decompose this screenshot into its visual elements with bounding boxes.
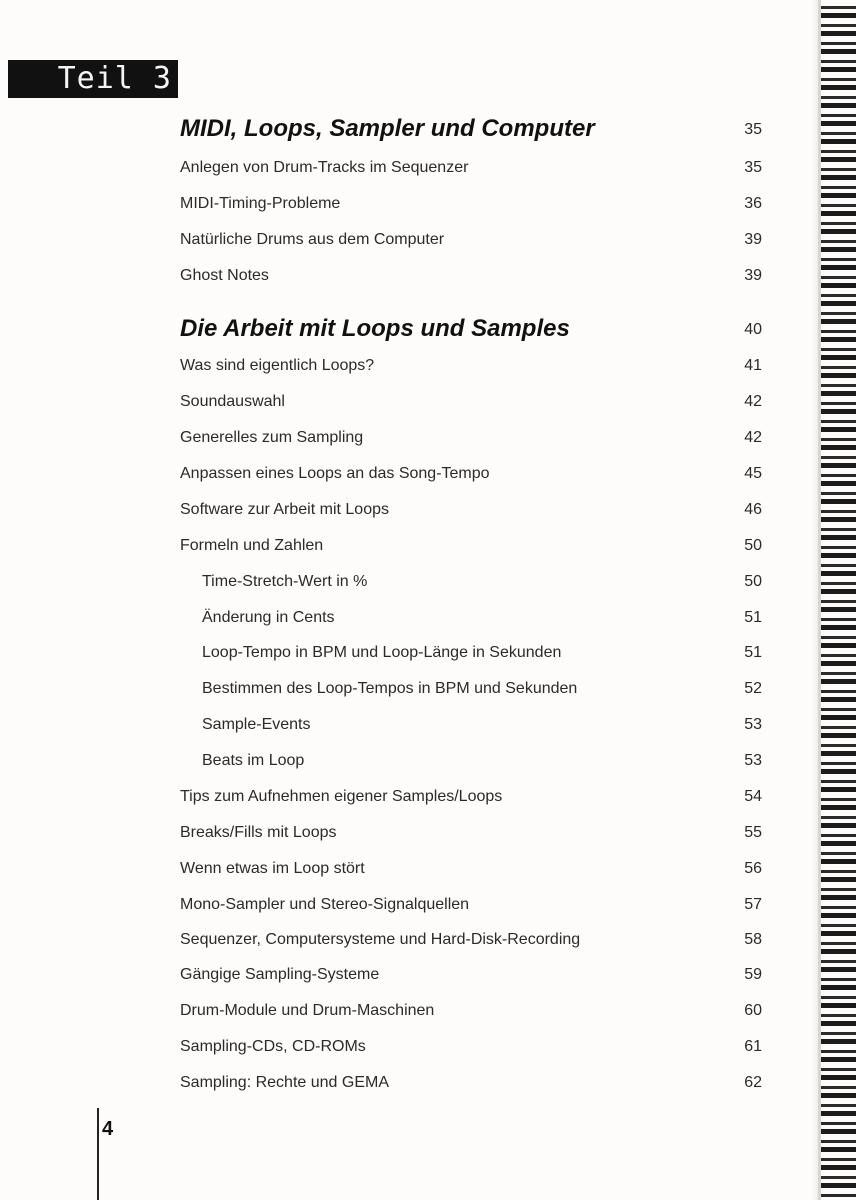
page-number: 4 [102, 1118, 114, 1140]
toc-entry-title: Beats im Loop [202, 752, 305, 769]
toc-entry [0, 785, 780, 815]
toc-entry-title: Soundauswahl [180, 393, 285, 410]
toc-entry-title: Bestimmen des Loop-Tempos in BPM und Sekunden [202, 680, 578, 697]
spiral-binding [818, 0, 856, 1200]
toc-entry-page: 41 [744, 357, 762, 374]
toc-entry [0, 390, 780, 420]
toc-entry-title: Sample-Events [202, 716, 311, 733]
toc-entry [0, 570, 780, 600]
toc-entry-page: 59 [744, 966, 762, 983]
toc-entry-page: 35 [744, 159, 762, 176]
toc-entry-page: 50 [744, 537, 762, 554]
toc-entry-title: Ghost Notes [180, 267, 269, 284]
toc-entry-title: Mono-Sampler und Stereo-Signalquellen [180, 896, 470, 913]
toc-entry-page: 62 [744, 1074, 762, 1091]
toc-entry-page: 45 [744, 465, 762, 482]
toc-entry [0, 1035, 780, 1065]
toc-entry-page: 51 [744, 609, 762, 626]
toc-entry-title: Änderung in Cents [202, 609, 335, 626]
toc-entry-title: Formeln und Zahlen [180, 537, 324, 554]
toc-entry [0, 713, 780, 743]
toc-entry-page: 53 [744, 752, 762, 769]
toc-entry-page: 35 [744, 121, 762, 138]
toc-entry [0, 821, 780, 851]
toc-section-heading [0, 115, 780, 148]
toc-entry [0, 893, 780, 923]
toc-entry-title: Gängige Sampling-Systeme [180, 966, 380, 983]
toc-entry-title: Sampling: Rechte und GEMA [180, 1074, 389, 1091]
toc-entry-title: Time-Stretch-Wert in % [202, 573, 368, 590]
toc-entry-title: Breaks/Fills mit Loops [180, 824, 337, 841]
toc-entry [0, 498, 780, 528]
toc-entry-title: Generelles zum Sampling [180, 429, 364, 446]
toc-entry-title: Anpassen eines Loops an das Song-Tempo [180, 465, 490, 482]
toc-entry-title: MIDI, Loops, Sampler und Computer [180, 115, 595, 142]
toc-entry-title: MIDI-Timing-Probleme [180, 195, 341, 212]
toc-entry-page: 53 [744, 716, 762, 733]
toc-entry [0, 928, 780, 958]
toc-entry [0, 749, 780, 779]
toc-entry [0, 264, 780, 294]
toc-entry-page: 54 [744, 788, 762, 805]
toc-entry-title: Sequenzer, Computersysteme und Hard-Disk-Recording [180, 931, 581, 948]
toc-entry [0, 999, 780, 1029]
toc-entry-page: 40 [744, 321, 762, 338]
toc-entry-page: 58 [744, 931, 762, 948]
toc-entry-page: 46 [744, 501, 762, 518]
toc-entry-page: 42 [744, 429, 762, 446]
toc-entry [0, 534, 780, 564]
toc-entry [0, 857, 780, 887]
toc-entry-title: Software zur Arbeit mit Loops [180, 501, 389, 518]
toc-entry [0, 1071, 780, 1101]
toc-entry-title: Loop-Tempo in BPM und Loop-Länge in Sekunden [202, 644, 562, 661]
toc-entry-page: 56 [744, 860, 762, 877]
toc-entry-title: Tips zum Aufnehmen eigener Samples/Loops [180, 788, 503, 805]
toc-entry-page: 61 [744, 1038, 762, 1055]
toc-entry-title: Die Arbeit mit Loops und Samples [180, 315, 570, 342]
toc-entry-page: 55 [744, 824, 762, 841]
toc-entry [0, 641, 780, 671]
toc-entry-title: Was sind eigentlich Loops? [180, 357, 375, 374]
margin-rule [97, 1108, 99, 1200]
toc-entry [0, 963, 780, 993]
toc-entry [0, 462, 780, 492]
toc-entry [0, 354, 780, 384]
toc-entry-title: Natürliche Drums aus dem Computer [180, 231, 445, 248]
toc-entry-page: 36 [744, 195, 762, 212]
toc-entry-title: Sampling-CDs, CD-ROMs [180, 1038, 366, 1055]
toc-entry-page: 52 [744, 680, 762, 697]
toc-entry [0, 228, 780, 258]
toc-entry-page: 60 [744, 1002, 762, 1019]
part-label: Teil 3 [57, 61, 172, 96]
toc-entry [0, 426, 780, 456]
toc-entry-title: Anlegen von Drum-Tracks im Sequenzer [180, 159, 469, 176]
toc-entry-title: Wenn etwas im Loop stört [180, 860, 365, 877]
toc-entry [0, 677, 780, 707]
toc-section-heading [0, 315, 780, 348]
toc-entry [0, 606, 780, 636]
toc-entry-page: 50 [744, 573, 762, 590]
toc-entry-page: 39 [744, 267, 762, 284]
toc-entry-page: 51 [744, 644, 762, 661]
toc-entry-title: Drum-Module und Drum-Maschinen [180, 1002, 435, 1019]
toc-entry [0, 156, 780, 186]
toc-entry [0, 192, 780, 222]
toc-entry-page: 42 [744, 393, 762, 410]
toc-entry-page: 39 [744, 231, 762, 248]
toc-entry-page: 57 [744, 896, 762, 913]
